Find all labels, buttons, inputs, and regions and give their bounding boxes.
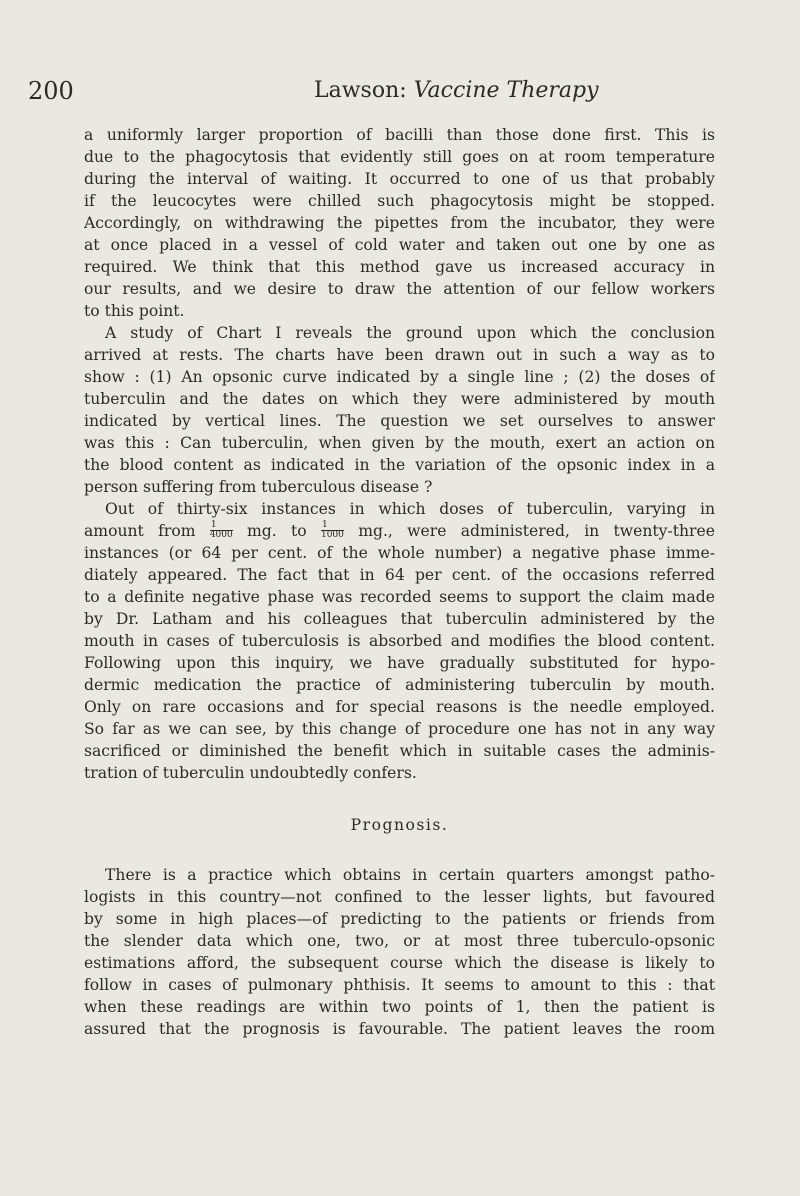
text-line: to this point.	[84, 302, 185, 320]
text-line: assured that the prognosis is favourable. The patient leaves the room	[84, 1020, 715, 1038]
text-line: show : (1) An opsonic curve indicated by a single line ; (2) the doses of	[84, 368, 715, 386]
text-line: arrived at rests. The charts have been drawn out in such a way as to	[84, 346, 715, 364]
text-line: the blood content as indicated in the variation of the opsonic index in a	[84, 456, 715, 474]
text-line: follow in cases of pulmonary phthisis. It seems to amount to this : that	[84, 976, 715, 994]
text-line: due to the phagocytosis that evidently still goes on at room temperature	[84, 148, 715, 166]
text-line: if the leucocytes were chilled such phagocytosis might be stopped.	[84, 192, 715, 210]
running-head-separator: :	[399, 78, 407, 103]
text-line: at once placed in a vessel of cold water and taken out one by one as	[84, 236, 715, 254]
fraction-numerator: 1	[210, 521, 233, 531]
text-line: estimations afford, the subsequent course which the disease is likely to	[84, 954, 715, 972]
text-line: was this : Can tuberculin, when given by the mouth, exert an action on	[84, 434, 715, 452]
text-line: Following upon this inquiry, we have gradually substituted for hypo-	[84, 654, 715, 672]
text-line: a uniformly larger proportion of bacilli than those done first. This is	[84, 126, 715, 144]
text-fragment: mg., were administered, in twenty-three	[358, 522, 715, 540]
fraction-denominator: 4000	[209, 530, 233, 540]
dose-fraction	[210, 521, 233, 540]
text-line: to a definite negative phase was recorded seems to support the claim made	[84, 588, 715, 606]
text-line: A study of Chart I reveals the ground upon which the conclusion	[105, 324, 715, 342]
text-line: There is a practice which obtains in certain quarters amongst patho-	[105, 866, 715, 884]
text-line: required. We think that this method gave us increased accuracy in	[84, 258, 715, 276]
text-line: during the interval of waiting. It occurred to one of us that probably	[84, 170, 715, 188]
running-head	[314, 76, 599, 106]
text-line: by some in high places—of predicting to the patients or friends from	[84, 910, 715, 928]
text-line: So far as we can see, by this change of procedure one has not in any way	[84, 720, 715, 738]
text-line: logists in this country—not confined to the lesser lights, but favoured	[84, 888, 715, 906]
section-heading: Prognosis.	[350, 816, 449, 834]
page-header	[28, 76, 748, 110]
page-number: 200	[28, 77, 74, 105]
text-line: tuberculin and the dates on which they were administered by mouth	[84, 390, 715, 408]
dose-fraction	[321, 521, 344, 540]
fraction-numerator: 1	[321, 521, 344, 531]
text-line: sacrificed or diminished the benefit which in suitable cases the adminis-	[84, 742, 715, 760]
text-line: Accordingly, on withdrawing the pipettes from the incubator, they were	[84, 214, 715, 232]
text-line: mouth in cases of tuberculosis is absorbed and modifies the blood content.	[84, 632, 715, 650]
text-line: the slender data which one, two, or at most three tuberculo-opsonic	[84, 932, 715, 950]
text-line: person suffering from tuberculous disease ?	[84, 478, 433, 496]
running-head-title: Vaccine Therapy	[413, 78, 599, 103]
text-line: by Dr. Latham and his colleagues that tuberculin administered by the	[84, 610, 715, 628]
text-fragment: mg. to	[247, 522, 307, 540]
text-line: when these readings are within two points of 1, then the patient is	[84, 998, 715, 1016]
fraction-denominator: 1000	[320, 530, 344, 540]
text-fragment: amount from	[84, 522, 196, 540]
text-line: indicated by vertical lines. The question we set ourselves to answer	[84, 412, 715, 430]
running-head-author: Lawson	[314, 78, 400, 103]
text-line: Out of thirty-six instances in which doses of tuberculin, varying in	[105, 500, 715, 518]
text-line: our results, and we desire to draw the attention of our fellow workers	[84, 280, 715, 298]
text-line: dermic medication the practice of administering tuberculin by mouth.	[84, 676, 715, 694]
text-line: instances (or 64 per cent. of the whole number) a negative phase imme-	[84, 544, 715, 562]
text-line: tration of tuberculin undoubtedly confers.	[84, 764, 417, 782]
text-line-with-fractions	[84, 520, 715, 542]
text-line: diately appeared. The fact that in 64 per cent. of the occasions referred	[84, 566, 715, 584]
text-line: Only on rare occasions and for special reasons is the needle employed.	[84, 698, 715, 716]
